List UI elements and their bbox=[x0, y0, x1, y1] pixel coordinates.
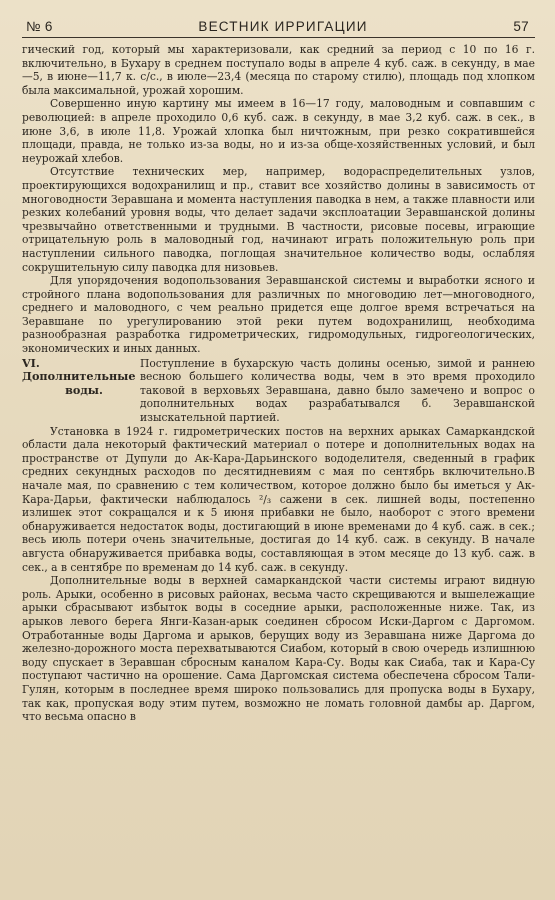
paragraph: Совершенно иную картину мы имеем в 16—17 году, маловодным и совпавшим с революцией: в апреле проходило 0,6 куб. саж. в секунду, в мае 3,2 куб. саж. в сек., в июне 3,6, в июле 11,8. Урожай хлопка был ничтожным, при резко сократившейся площади, правда, не только из-за воды, но и из-за обще-хозяйственных условий, и был неурожай хлебов. bbox=[22, 97, 535, 165]
section-vi bbox=[22, 357, 535, 425]
paragraph: Установка в 1924 г. гидрометрических постов на верхних арыках Самаркандской области дала некоторый фактический материал о потере и дополнительных водах на пространстве от Дупули до Ак-Кара-Дарьинского вододелителя, сведенный в график средних секундных расходов по десятидневиям с мая по сентябрь включительно.В начале мая, по сравнению с тем количеством, которое должно было бы иметься у Ак-Кара-Дарьи, фактически наблюдалось ²/₃ сажени в сек. лишней воды, постепенно излишек этот сокращался и к 5 июня прибавки не было, наоборот с этого времени обнаруживается недостаток воды, достигающий в июне временами до 4 куб. саж. в сек.; весь июль потери очень значительные, достигая до 14 куб. саж. в секунду. В начале августа обнаруживается прибавка воды, составляющая в этом месяце до 13 куб. саж. в сек., а в сентябре по временам до 14 куб. саж. в секунду. bbox=[22, 424, 535, 574]
issue-number: № 6 bbox=[26, 19, 53, 34]
paragraph: гический год, который мы характеризовали, как средний за период с 10 по 16 г. включительно, в Бухару в среднем поступало воды в апреле 4 куб. саж. в секунду, в мае—5, в июне—11,7 к. с/с., в июле—23,4 (месяца по старому стилю), площадь под хлопком была максимальной, урожай хорошим. bbox=[22, 43, 535, 97]
paragraph: Дополнительные воды в верхней самаркандской части системы играют видную роль. Арыки, особенно в рисовых районах, весьма часто скрещиваются и вышележащие арыки сбрасывают избыток воды в соседние арыки, расположенные ниже. Так, из арыков левого берега Янги-Казан-арык соединен сбросом Иски-Даргом с Даргомом. Отработанные воды Даргома и арыков, берущих воду из Зеравшана ниже Даргома до железно-дорожного моста перехватываются Сиабом, который в свою очередь излишнюю воду спускает в Зеравшан сбросным каналом Кара-Су. Воды как Сиаба, так и Кара-Су поступают частично на орошение. Сама Даргомская система обеспечена сбросом Тали-Гулян, которым в последнее время широко пользовались для пропуска воды в Бухару, так как, пропуская воду этим путем, возможно не ломать головной дамбы ар. Даргом, что весьма опасно в bbox=[22, 574, 535, 724]
journal-title: ВЕСТНИК ИРРИГАЦИИ bbox=[198, 19, 368, 34]
section-heading bbox=[22, 357, 140, 398]
paragraph: Отсутствие технических мер, например, водораспределительных узлов, проектирующихся водохранилищ и пр., ставит все хозяйство долины в зависимость от многоводности Зеравшана и момента наступления паводка в нем, а также плавности или резких колебаний уровня воды, что делает задачи эксплоатации Зеравшанской долины чрезвычайно ответственными и трудными. В частности, рисовые посевы, играющие отрицательную роль в маловодный год, начинают играть положительную роль при наступлении сильного паводка, поглощая значительное количество воды, ослабляя сокрушительную силу паводка для низовьев. bbox=[22, 165, 535, 274]
running-header bbox=[22, 0, 535, 38]
article-body bbox=[22, 38, 535, 724]
section-heading-line1: VI. Дополнительные bbox=[22, 355, 136, 384]
section-heading-line2: воды. bbox=[65, 382, 103, 397]
section-intro-text: Поступление в бухарскую часть долины осенью, зимой и раннею весною большего количества воды, чем в это время проходило таковой в верховьях Зеравшана, давно было замечено и вопрос о дополнительных водах разрабатывался б. Зеравшанской изыскательной партией. bbox=[140, 356, 535, 425]
paragraph: Для упорядочения водопользования Зеравшанской системы и выработки ясного и стройного плана водопользования для различных по многоводию лет—многоводного, среднего и маловодного, с чем реально придется еще долгое время встречаться на Зеравшане по урегулированию этой реки путем водохранилищ, необходима разнообразная разработка гидрометрических, гидромодульных, гидрогеологических, экономических и иных данных. bbox=[22, 274, 535, 356]
page-number: 57 bbox=[513, 19, 529, 34]
